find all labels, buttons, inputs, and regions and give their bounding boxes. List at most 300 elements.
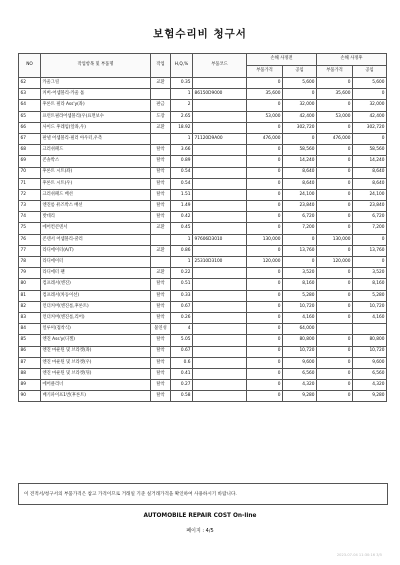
row-hq: 1: [171, 133, 193, 144]
row-parts-price-before: 0: [247, 100, 283, 111]
header-labor-after: 공임: [353, 66, 387, 78]
row-labor-before: 0: [283, 133, 317, 144]
row-labor-before: 14,240: [283, 156, 317, 167]
row-labor-after: 9,600: [353, 357, 387, 368]
row-no: 63: [19, 89, 41, 100]
row-work-type: 탈착: [151, 145, 171, 156]
row-hq: 0.58: [171, 391, 193, 402]
row-no: 75: [19, 223, 41, 234]
table-row: [19, 357, 387, 368]
table-header-row: [19, 54, 387, 66]
row-parts-price-before: 0: [247, 268, 283, 279]
row-part-code: [193, 223, 247, 234]
row-parts-price-after: 0: [317, 201, 353, 212]
row-labor-before: 64,000: [283, 324, 317, 335]
row-hq: 0.54: [171, 167, 193, 178]
row-no: 84: [19, 324, 41, 335]
row-item-name: 후론트 시트(우): [41, 178, 151, 189]
row-parts-price-after: 35,600: [317, 89, 353, 100]
row-part-code: [193, 122, 247, 133]
row-parts-price-after: 0: [317, 268, 353, 279]
row-part-code: 71120D9A00: [193, 133, 247, 144]
table-row: [19, 368, 387, 379]
row-parts-price-after: 0: [317, 122, 353, 133]
row-item-name: 컴프레서(차동이션): [41, 290, 151, 301]
row-part-code: 97606D3010: [193, 234, 247, 245]
row-labor-before: 0: [283, 89, 317, 100]
row-work-type: 교환: [151, 268, 171, 279]
row-item-name: 에어클리너: [41, 380, 151, 391]
row-parts-price-after: 476,000: [317, 133, 353, 144]
row-item-name: 엔진룸 퓨즈박스 배선: [41, 201, 151, 212]
row-labor-after: 0: [353, 133, 387, 144]
table-row: [19, 391, 387, 402]
row-labor-before: 42,400: [283, 111, 317, 122]
row-hq: 0.54: [171, 178, 193, 189]
row-no: 69: [19, 156, 41, 167]
row-part-code: [193, 380, 247, 391]
row-labor-after: 6,560: [353, 368, 387, 379]
row-part-code: [193, 145, 247, 156]
row-parts-price-before: 0: [247, 335, 283, 346]
row-part-code: [193, 167, 247, 178]
row-no: 74: [19, 212, 41, 223]
row-parts-price-before: 0: [247, 145, 283, 156]
row-part-code: [193, 189, 247, 200]
row-part-code: [193, 111, 247, 122]
table-row: [19, 178, 387, 189]
row-labor-before: 0: [283, 234, 317, 245]
row-parts-price-after: 0: [317, 312, 353, 323]
header-after-adjustment: 손해 사정후: [317, 54, 387, 66]
table-row: [19, 223, 387, 234]
row-work-type: 탈착: [151, 335, 171, 346]
row-labor-after: 6,720: [353, 212, 387, 223]
row-labor-after: 10,720: [353, 301, 387, 312]
row-parts-price-before: 0: [247, 391, 283, 402]
row-hq: 0.86: [171, 245, 193, 256]
row-work-type: 탈착: [151, 301, 171, 312]
table-row: [19, 290, 387, 301]
row-parts-price-after: 0: [317, 301, 353, 312]
row-labor-after: 0: [353, 89, 387, 100]
table-row: [19, 78, 387, 89]
row-parts-price-after: [317, 324, 353, 335]
row-work-type: 탈착: [151, 189, 171, 200]
row-labor-before: 4,160: [283, 312, 317, 323]
row-item-name: 크러쉬패드: [41, 145, 151, 156]
row-labor-before: 6,720: [283, 212, 317, 223]
row-work-type: 탈착: [151, 167, 171, 178]
row-part-code: [193, 279, 247, 290]
row-work-type: 판금: [151, 100, 171, 111]
row-hq: 0.6: [171, 357, 193, 368]
row-labor-after: 8,640: [353, 178, 387, 189]
row-hq: 4: [171, 324, 193, 335]
row-hq: 2.65: [171, 111, 193, 122]
row-item-name: 커버-어셈블리-카울 톱: [41, 89, 151, 100]
table-row: [19, 312, 387, 323]
row-no: 79: [19, 268, 41, 279]
row-labor-before: 3,520: [283, 268, 317, 279]
row-no: 81: [19, 290, 41, 301]
row-item-name: 엔진 마운틴 및 브라켓(뒤): [41, 368, 151, 379]
row-labor-after: 24,100: [353, 189, 387, 200]
row-parts-price-before: 35,600: [247, 89, 283, 100]
row-parts-price-after: 0: [317, 357, 353, 368]
row-parts-price-after: 0: [317, 368, 353, 379]
row-hq: 0.45: [171, 223, 193, 234]
row-parts-price-before: 0: [247, 156, 283, 167]
row-parts-price-after: 0: [317, 78, 353, 89]
row-hq: 0.89: [171, 156, 193, 167]
row-labor-after: 8,640: [353, 167, 387, 178]
row-labor-after: 4,160: [353, 312, 387, 323]
table-row: [19, 234, 387, 245]
row-work-type: 탈착: [151, 279, 171, 290]
row-labor-before: 80,800: [283, 335, 317, 346]
row-no: 80: [19, 279, 41, 290]
row-parts-price-before: 0: [247, 178, 283, 189]
header-work: 작업: [151, 54, 171, 78]
print-timestamp: 2023-07-04 11:30:16 3/5: [336, 553, 382, 557]
row-labor-before: 10,720: [283, 346, 317, 357]
footer-brand: AUTOMOBILE REPAIR COST On-line: [143, 513, 257, 519]
row-parts-price-before: 0: [247, 78, 283, 89]
table-row: [19, 89, 387, 100]
row-labor-before: 8,160: [283, 279, 317, 290]
row-labor-before: 24,100: [283, 189, 317, 200]
row-parts-price-before: 0: [247, 223, 283, 234]
row-labor-after: 0: [353, 234, 387, 245]
row-parts-price-before: 0: [247, 189, 283, 200]
row-labor-after: 13,760: [353, 245, 387, 256]
row-no: 62: [19, 78, 41, 89]
row-labor-before: 6,560: [283, 368, 317, 379]
row-hq: 1: [171, 89, 193, 100]
row-parts-price-before: 0: [247, 324, 283, 335]
row-part-code: [193, 245, 247, 256]
row-part-code: [193, 312, 247, 323]
document-title: 보험수리비 청구서: [153, 28, 247, 40]
row-parts-price-before: 53,000: [247, 111, 283, 122]
row-item-name: 밧데리: [41, 212, 151, 223]
row-parts-price-before: 130,000: [247, 234, 283, 245]
row-item-name: 엔진 Ass'y(디젤): [41, 335, 151, 346]
header-before-adjustment: 손해 사정전: [247, 54, 317, 66]
row-parts-price-after: 0: [317, 167, 353, 178]
row-no: 89: [19, 380, 41, 391]
row-work-type: [151, 234, 171, 245]
row-labor-before: 32,000: [283, 100, 317, 111]
table-row: [19, 212, 387, 223]
row-part-code: [193, 391, 247, 402]
row-part-code: [193, 346, 247, 357]
row-parts-price-before: 0: [247, 380, 283, 391]
row-no: 72: [19, 189, 41, 200]
row-work-type: 탈착: [151, 201, 171, 212]
row-no: 90: [19, 391, 41, 402]
repair-cost-table: [18, 53, 387, 402]
row-no: 70: [19, 167, 41, 178]
row-item-name: 후론트 시트(좌): [41, 167, 151, 178]
row-item-name: 라디에이터: [41, 257, 151, 268]
row-parts-price-after: 0: [317, 223, 353, 234]
row-no: 88: [19, 368, 41, 379]
row-part-code: [193, 268, 247, 279]
table-row: [19, 346, 387, 357]
row-parts-price-before: 476,000: [247, 133, 283, 144]
row-parts-price-after: 0: [317, 391, 353, 402]
row-parts-price-before: 0: [247, 301, 283, 312]
row-part-code: [193, 357, 247, 368]
table-row: [19, 245, 387, 256]
row-labor-after: 8,160: [353, 279, 387, 290]
table-row: [19, 133, 387, 144]
row-work-type: [151, 89, 171, 100]
row-labor-after: 0: [353, 257, 387, 268]
header-parts-price-before: 부품가격: [247, 66, 283, 78]
row-work-type: 도장: [151, 111, 171, 122]
row-item-name: 판넬 어셈블리-필러 아우터,우측: [41, 133, 151, 144]
row-parts-price-after: 130,000: [317, 234, 353, 245]
row-labor-after: 9,280: [353, 391, 387, 402]
row-item-name: 카울그릴: [41, 78, 151, 89]
row-work-type: 교환: [151, 245, 171, 256]
row-hq: 0.41: [171, 368, 193, 379]
row-labor-after: 42,400: [353, 111, 387, 122]
row-labor-after: 3,520: [353, 268, 387, 279]
row-parts-price-before: 0: [247, 167, 283, 178]
table-row: [19, 167, 387, 178]
row-labor-before: 58,560: [283, 145, 317, 156]
row-labor-after: 4,320: [353, 380, 387, 391]
row-work-type: 탈착: [151, 391, 171, 402]
row-hq: 1: [171, 234, 193, 245]
row-item-name: 얼루미(접착식): [41, 324, 151, 335]
row-hq: 0.67: [171, 346, 193, 357]
row-no: 67: [19, 133, 41, 144]
row-hq: 0.26: [171, 312, 193, 323]
row-item-name: 콘솔박스: [41, 156, 151, 167]
row-labor-before: 4,320: [283, 380, 317, 391]
row-item-name: 언더커버(엔진룸,리어): [41, 312, 151, 323]
row-work-type: 탈착: [151, 156, 171, 167]
row-parts-price-after: 0: [317, 156, 353, 167]
row-parts-price-after: 0: [317, 189, 353, 200]
row-part-code: 25310D3100: [193, 257, 247, 268]
row-item-name: 에어컨콘덴서: [41, 223, 151, 234]
header-labor-before: 공임: [283, 66, 317, 78]
row-work-type: 탈착: [151, 290, 171, 301]
row-part-code: [193, 290, 247, 301]
row-labor-before: 7,200: [283, 223, 317, 234]
table-row: [19, 122, 387, 133]
row-work-type: 탈착: [151, 346, 171, 357]
table-row: [19, 201, 387, 212]
row-labor-after: 14,240: [353, 156, 387, 167]
row-labor-before: 302,720: [283, 122, 317, 133]
row-labor-before: 5,600: [283, 78, 317, 89]
table-row: [19, 268, 387, 279]
row-work-type: 탈착: [151, 178, 171, 189]
row-parts-price-before: 0: [247, 368, 283, 379]
row-hq: 0.67: [171, 301, 193, 312]
row-labor-before: 8,640: [283, 167, 317, 178]
row-item-name: 컴프레서(엔진): [41, 279, 151, 290]
row-item-name: 후론트 필라 Ass'y(좌): [41, 100, 151, 111]
row-item-name: 라디에이터(A/T): [41, 245, 151, 256]
row-no: 77: [19, 245, 41, 256]
row-no: 68: [19, 145, 41, 156]
row-labor-before: 23,840: [283, 201, 317, 212]
row-part-code: 86150D9000: [193, 89, 247, 100]
row-item-name: 라디에터 팬: [41, 268, 151, 279]
row-parts-price-before: 0: [247, 312, 283, 323]
row-parts-price-after: 53,000: [317, 111, 353, 122]
row-labor-after: 10,720: [353, 346, 387, 357]
row-labor-after: 80,800: [353, 335, 387, 346]
row-work-type: 탈착: [151, 357, 171, 368]
table-row: [19, 111, 387, 122]
table-row: [19, 380, 387, 391]
row-hq: 1.51: [171, 189, 193, 200]
row-part-code: [193, 78, 247, 89]
header-hq: H,Q,%: [171, 54, 193, 78]
row-part-code: [193, 201, 247, 212]
row-parts-price-after: 0: [317, 245, 353, 256]
row-parts-price-after: 0: [317, 100, 353, 111]
row-work-type: 탈착: [151, 380, 171, 391]
row-labor-before: 9,280: [283, 391, 317, 402]
header-parts-price-after: 부품가격: [317, 66, 353, 78]
row-no: 87: [19, 357, 41, 368]
row-parts-price-after: 120,000: [317, 257, 353, 268]
row-parts-price-after: 0: [317, 178, 353, 189]
row-item-name: 언더커버(엔진룸,후론트): [41, 301, 151, 312]
row-labor-after: 7,200: [353, 223, 387, 234]
table-row: [19, 324, 387, 335]
row-part-code: [193, 368, 247, 379]
table-row: [19, 156, 387, 167]
row-hq: 18.92: [171, 122, 193, 133]
row-no: 85: [19, 335, 41, 346]
row-parts-price-after: 0: [317, 380, 353, 391]
row-labor-after: 5,280: [353, 290, 387, 301]
row-part-code: [193, 212, 247, 223]
row-hq: 0.51: [171, 279, 193, 290]
row-no: 73: [19, 201, 41, 212]
table-row: [19, 335, 387, 346]
table-row: [19, 257, 387, 268]
row-hq: 5.05: [171, 335, 193, 346]
row-no: 64: [19, 100, 41, 111]
row-no: 82: [19, 301, 41, 312]
row-item-name: 배기파이프1번(후론트): [41, 391, 151, 402]
row-parts-price-after: 0: [317, 212, 353, 223]
row-parts-price-before: 0: [247, 290, 283, 301]
row-work-type: [151, 133, 171, 144]
row-hq: 3.66: [171, 145, 193, 156]
row-work-type: 탈착: [151, 312, 171, 323]
row-parts-price-before: 0: [247, 245, 283, 256]
row-no: 71: [19, 178, 41, 189]
row-item-name: 프런트필라어셈블리(우)표면보수: [41, 111, 151, 122]
row-no: 86: [19, 346, 41, 357]
row-labor-after: 32,000: [353, 100, 387, 111]
row-work-type: 교환: [151, 78, 171, 89]
row-labor-before: 9,600: [283, 357, 317, 368]
row-no: 65: [19, 111, 41, 122]
header-part-code: 부품코드: [193, 54, 247, 78]
row-item-name: 엔진 마운틴 및 브라켓(좌): [41, 346, 151, 357]
row-parts-price-before: 0: [247, 201, 283, 212]
row-work-type: [151, 257, 171, 268]
row-parts-price-before: 0: [247, 346, 283, 357]
row-item-name: 사이드 후레임(앞좌,우): [41, 122, 151, 133]
row-parts-price-after: 0: [317, 290, 353, 301]
row-labor-after: 58,560: [353, 145, 387, 156]
row-no: 76: [19, 234, 41, 245]
row-no: 78: [19, 257, 41, 268]
table-row: [19, 279, 387, 290]
row-part-code: [193, 178, 247, 189]
page-indicator: 페이지 : 4/5: [186, 528, 214, 534]
row-item-name: 콘덴서 어셈블리-쿨러: [41, 234, 151, 245]
row-parts-price-before: 0: [247, 357, 283, 368]
row-labor-after: 23,840: [353, 201, 387, 212]
row-work-type: 불연성: [151, 324, 171, 335]
row-hq: 0.22: [171, 268, 193, 279]
row-hq: 0.33: [171, 290, 193, 301]
row-labor-before: 10,720: [283, 301, 317, 312]
row-hq: 0.35: [171, 78, 193, 89]
row-labor-before: 5,280: [283, 290, 317, 301]
row-parts-price-after: 0: [317, 335, 353, 346]
row-part-code: [193, 335, 247, 346]
row-no: 66: [19, 122, 41, 133]
row-part-code: [193, 100, 247, 111]
row-part-code: [193, 324, 247, 335]
row-parts-price-after: 0: [317, 279, 353, 290]
row-work-type: 교환: [151, 122, 171, 133]
row-parts-price-before: 0: [247, 279, 283, 290]
row-hq: 0.27: [171, 380, 193, 391]
table-row: [19, 100, 387, 111]
row-work-type: 교환: [151, 223, 171, 234]
header-no: NO: [19, 54, 41, 78]
row-labor-before: 0: [283, 257, 317, 268]
row-labor-after: 5,600: [353, 78, 387, 89]
row-work-type: 탈착: [151, 368, 171, 379]
row-labor-before: 8,640: [283, 178, 317, 189]
row-parts-price-before: 0: [247, 122, 283, 133]
row-parts-price-after: 0: [317, 346, 353, 357]
row-hq: 0.42: [171, 212, 193, 223]
row-hq: 2: [171, 100, 193, 111]
row-parts-price-after: 0: [317, 145, 353, 156]
row-part-code: [193, 301, 247, 312]
row-parts-price-before: 0: [247, 212, 283, 223]
row-hq: 1: [171, 257, 193, 268]
row-labor-after: [353, 324, 387, 335]
table-row: [19, 301, 387, 312]
price-notice: 이 견적서/청구서의 부품가격은 참고 가격이므로 거래일 기준 실거래가격을 확인하여 사용하시기 바랍니다.: [18, 483, 388, 505]
row-parts-price-before: 120,000: [247, 257, 283, 268]
row-item-name: 엔진 마운틴 및 브라켓(우): [41, 357, 151, 368]
row-item-name: 크러쉬패드 배선: [41, 189, 151, 200]
row-part-code: [193, 156, 247, 167]
